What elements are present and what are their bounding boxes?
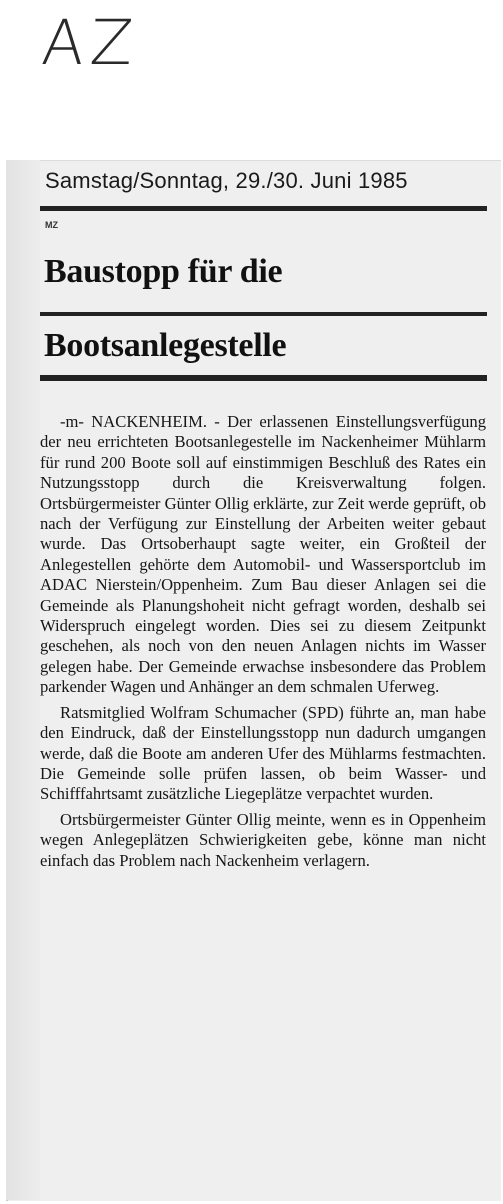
dateline: Samstag/Sonntag, 29./30. Juni 1985 <box>45 168 408 193</box>
rule-top <box>40 206 487 211</box>
rule-middle <box>40 312 487 316</box>
rule-bottom <box>40 375 487 381</box>
article-paragraph-3: Ortsbürgermeister Günter Ollig meinte, wenn es in Oppenheim wegen Anlegeplätzen Schwierigkeiten gebe, könne man nicht einfach das Problem nach Nackenheim verlagern. <box>40 809 486 870</box>
handwritten-annotation: AZ <box>39 6 142 79</box>
article-body <box>40 412 486 876</box>
article-paragraph-2: Ratsmitglied Wolfram Schumacher (SPD) führte an, man habe den Eindruck, daß der Einstellungsstopp nun dadurch umgangen werde, daß die Boote am anderen Ufer des Mühlarms festmachten. Die Gemeinde solle prüfen lassen, ob beim Wasser- und Schifffahrtsamt zusätzliche Liegeplätze verpachtet wurden. <box>40 702 486 804</box>
source-tag: MZ <box>45 220 58 230</box>
article-paragraph-1: -m- NACKENHEIM. - Der erlassenen Einstellungsverfügung der neu errichteten Bootsanlegestelle im Nackenheimer Mühlarm für rund 200 Boote soll auf einstimmigen Beschluß des Rates ein Nutzungsstopp durch die Kreisverwaltung folgen. Ortsbürgermeister Günter Ollig erklärte, zur Zeit werde geprüft, ob nach der Verfügung zur Einstellung der Arbeiten weiter gebaut wurde. Das Ortsoberhaupt sagte weiter, ein Großteil der Anlegestellen gehörte dem Automobil- und Wassersportclub im ADAC Nierstein/Oppenheim. Zum Bau dieser Anlagen sei die Gemeinde als Planungshoheit nicht gefragt worden, deshalb sei Widerspruch eingelegt worden. Dies sei zu diesem Zeitpunkt geschehen, als noch von den neuen Anlagen nichts im Wasser gelegen habe. Der Gemeinde erwachse insbesondere das Problem parkender Wagen und Anhänger an dem schmalen Uferweg. <box>40 412 486 697</box>
headline-line-1: Baustopp für die <box>44 253 283 290</box>
headline-line-2: Bootsanlegestelle <box>44 327 287 364</box>
clipping-shadow-edge <box>6 160 40 1200</box>
